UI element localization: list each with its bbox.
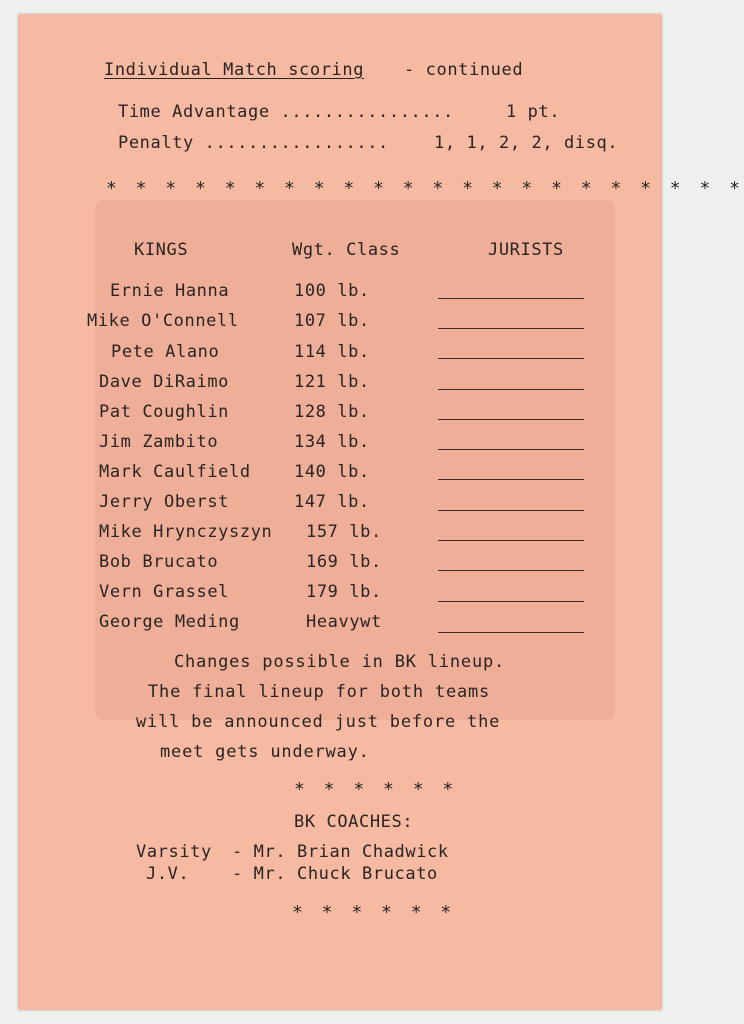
roster-weight: 140 lb. (294, 462, 370, 482)
star-separator: * * * * * * * * * * * * * * * * * * * * * * (106, 178, 744, 199)
lineup-note-line: will be announced just before the (136, 712, 501, 732)
roster-name: Mike O'Connell (87, 311, 239, 331)
roster-weight: 128 lb. (294, 402, 370, 422)
roster-name: Vern Grassel (99, 582, 230, 602)
roster-name: Ernie Hanna (110, 281, 230, 301)
jv-coach: - Mr. Chuck Brucato (232, 864, 438, 884)
roster-weight: 157 lb. (306, 522, 382, 542)
jurist-score-line (438, 389, 584, 390)
roster-weight: 147 lb. (294, 492, 370, 512)
roster-name: Jim Zambito (99, 432, 219, 452)
weight-column-header: Wgt. Class (292, 240, 401, 260)
roster-weight: Heavywt (306, 612, 382, 632)
roster-weight: 100 lb. (294, 281, 370, 301)
roster-name: Dave DiRaimo (99, 372, 230, 392)
roster-name: George Meding (99, 612, 240, 632)
roster-name: Jerry Oberst (99, 492, 230, 512)
varsity-coach: - Mr. Brian Chadwick (232, 842, 449, 862)
roster-name: Pat Coughlin (99, 402, 230, 422)
varsity-label: Varsity (136, 842, 212, 862)
lineup-note-line: meet gets underway. (160, 742, 370, 762)
time-advantage-value: 1 pt. (506, 102, 561, 122)
roster-name: Mark Caulfield (99, 462, 251, 482)
lineup-note-line: Changes possible in BK lineup. (174, 652, 506, 672)
star-separator-bottom: * * * * * * (292, 902, 456, 923)
bleed-through-image (95, 200, 615, 720)
lineup-note-line: The final lineup for both teams (148, 682, 491, 702)
jurist-score-line (438, 449, 584, 450)
coaches-heading: BK COACHES: (294, 812, 414, 832)
jurist-score-line (438, 632, 584, 633)
jurist-score-line (438, 510, 584, 511)
jurists-column-header: JURISTS (488, 240, 564, 260)
roster-weight: 107 lb. (294, 311, 370, 331)
section-heading: Individual Match scoring (104, 60, 365, 80)
jurist-score-line (438, 540, 584, 541)
star-separator-short: * * * * * * (294, 779, 458, 800)
kings-column-header: KINGS (134, 240, 189, 260)
jurist-score-line (438, 358, 584, 359)
roster-name: Mike Hrynczyszyn (99, 522, 273, 542)
jurist-score-line (438, 601, 584, 602)
jurist-score-line (438, 419, 584, 420)
jurist-score-line (438, 570, 584, 571)
roster-name: Pete Alano (111, 342, 220, 362)
roster-weight: 114 lb. (294, 342, 370, 362)
roster-name: Bob Brucato (99, 552, 219, 572)
roster-weight: 134 lb. (294, 432, 370, 452)
jv-label: J.V. (146, 864, 190, 884)
penalty-value: 1, 1, 2, 2, disq. (434, 133, 619, 153)
roster-weight: 121 lb. (294, 372, 370, 392)
jurist-score-line (438, 328, 584, 329)
jurist-score-line (438, 298, 584, 299)
roster-weight: 179 lb. (306, 582, 382, 602)
section-heading-suffix: - continued (404, 60, 524, 80)
time-advantage-label: Time Advantage ................ (118, 102, 454, 122)
jurist-score-line (438, 479, 584, 480)
penalty-label: Penalty ................. (118, 133, 389, 153)
roster-weight: 169 lb. (306, 552, 382, 572)
